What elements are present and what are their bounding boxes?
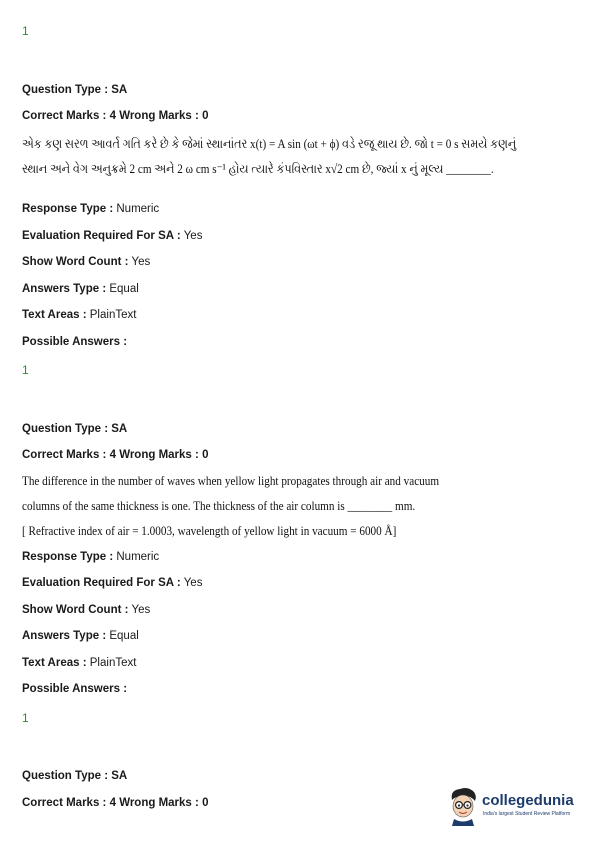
response-type-line [22, 203, 159, 215]
question-type-line [22, 770, 127, 782]
wrong-marks-value: 0 [202, 110, 209, 122]
mascot-icon [446, 786, 480, 826]
answers-type-label: Answers Type : [22, 283, 107, 295]
question-type-line [22, 423, 127, 435]
marks-line [22, 110, 208, 122]
evaluation-label: Evaluation Required For SA : [22, 230, 181, 242]
marks-line [22, 797, 208, 809]
correct-marks-value: 4 [109, 449, 116, 461]
question-type-label: Question Type : [22, 423, 109, 435]
possible-answers-label: Possible Answers : [22, 683, 128, 695]
response-type-value: Numeric [116, 551, 160, 563]
question-text [22, 468, 440, 543]
correct-marks-value: 4 [109, 110, 116, 122]
wrong-marks-label: Wrong Marks : [119, 797, 199, 809]
response-type-label: Response Type : [22, 551, 114, 563]
question-type-label: Question Type : [22, 770, 109, 782]
question-text [22, 131, 517, 181]
correct-marks-label: Correct Marks : [22, 449, 107, 461]
answer-value: 1 [22, 363, 29, 377]
correct-marks-label: Correct Marks : [22, 797, 107, 809]
text-areas-line [22, 309, 136, 321]
logo-tagline: India's largest Student Review Platform [483, 811, 571, 817]
evaluation-line [22, 230, 202, 242]
word-count-label: Show Word Count : [22, 604, 129, 616]
text-areas-value: PlainText [89, 657, 137, 669]
answers-type-label: Answers Type : [22, 630, 107, 642]
question-type-value: SA [111, 770, 128, 782]
marks-line [22, 449, 208, 461]
evaluation-line [22, 577, 202, 589]
question-type-label: Question Type : [22, 84, 109, 96]
collegedunia-logo [446, 786, 588, 826]
response-type-value: Numeric [116, 203, 160, 215]
word-count-line [22, 256, 150, 268]
answers-type-value: Equal [109, 283, 139, 295]
question-type-value: SA [111, 423, 128, 435]
word-count-value: Yes [131, 256, 151, 268]
wrong-marks-value: 0 [202, 797, 209, 809]
wrong-marks-value: 0 [202, 449, 209, 461]
possible-answers-line [22, 683, 127, 695]
question-line: એક કણ સરળ આવર્ત ગતિ કરે છે કે જેમાં સ્થાનાંતર x(t) = A sin (ωt + ϕ) વડે રજૂ થાય છે. જો t = 0 s સમયે કણનું [22, 136, 517, 151]
wrong-marks-label: Wrong Marks : [119, 449, 199, 461]
text-areas-value: PlainText [89, 309, 137, 321]
evaluation-value: Yes [183, 577, 203, 589]
word-count-label: Show Word Count : [22, 256, 129, 268]
question-line: સ્થાન અને વેગ અનુક્રમે 2 cm અને 2 ω cm s⁻¹ હોય ત્યારે કંપવિસ્તાર x√2 cm છે, જ્યાં x નું મૂલ્ય ________. [22, 161, 494, 176]
text-areas-line [22, 657, 136, 669]
word-count-value: Yes [131, 604, 151, 616]
text-areas-label: Text Areas : [22, 309, 87, 321]
possible-answers-label: Possible Answers : [22, 336, 128, 348]
answer-value: 1 [22, 711, 29, 725]
question-line: columns of the same thickness is one. The thickness of the air column is ________ mm. [22, 498, 416, 513]
answers-type-line [22, 283, 139, 295]
response-type-line [22, 551, 159, 563]
evaluation-label: Evaluation Required For SA : [22, 577, 181, 589]
correct-marks-value: 4 [109, 797, 116, 809]
question-line: [ Refractive index of air = 1.0003, wavelength of yellow light in vacuum = 6000 Å] [22, 523, 397, 538]
word-count-line [22, 604, 150, 616]
question-line: The difference in the number of waves when yellow light propagates through air and vacuum [22, 473, 440, 488]
page-number: 1 [22, 24, 29, 38]
possible-answers-line [22, 336, 127, 348]
question-type-value: SA [111, 84, 128, 96]
logo-wordmark: collegedunia [482, 792, 574, 809]
correct-marks-label: Correct Marks : [22, 110, 107, 122]
answers-type-line [22, 630, 139, 642]
response-type-label: Response Type : [22, 203, 114, 215]
question-type-line [22, 84, 127, 96]
evaluation-value: Yes [183, 230, 203, 242]
answers-type-value: Equal [109, 630, 139, 642]
wrong-marks-label: Wrong Marks : [119, 110, 199, 122]
text-areas-label: Text Areas : [22, 657, 87, 669]
